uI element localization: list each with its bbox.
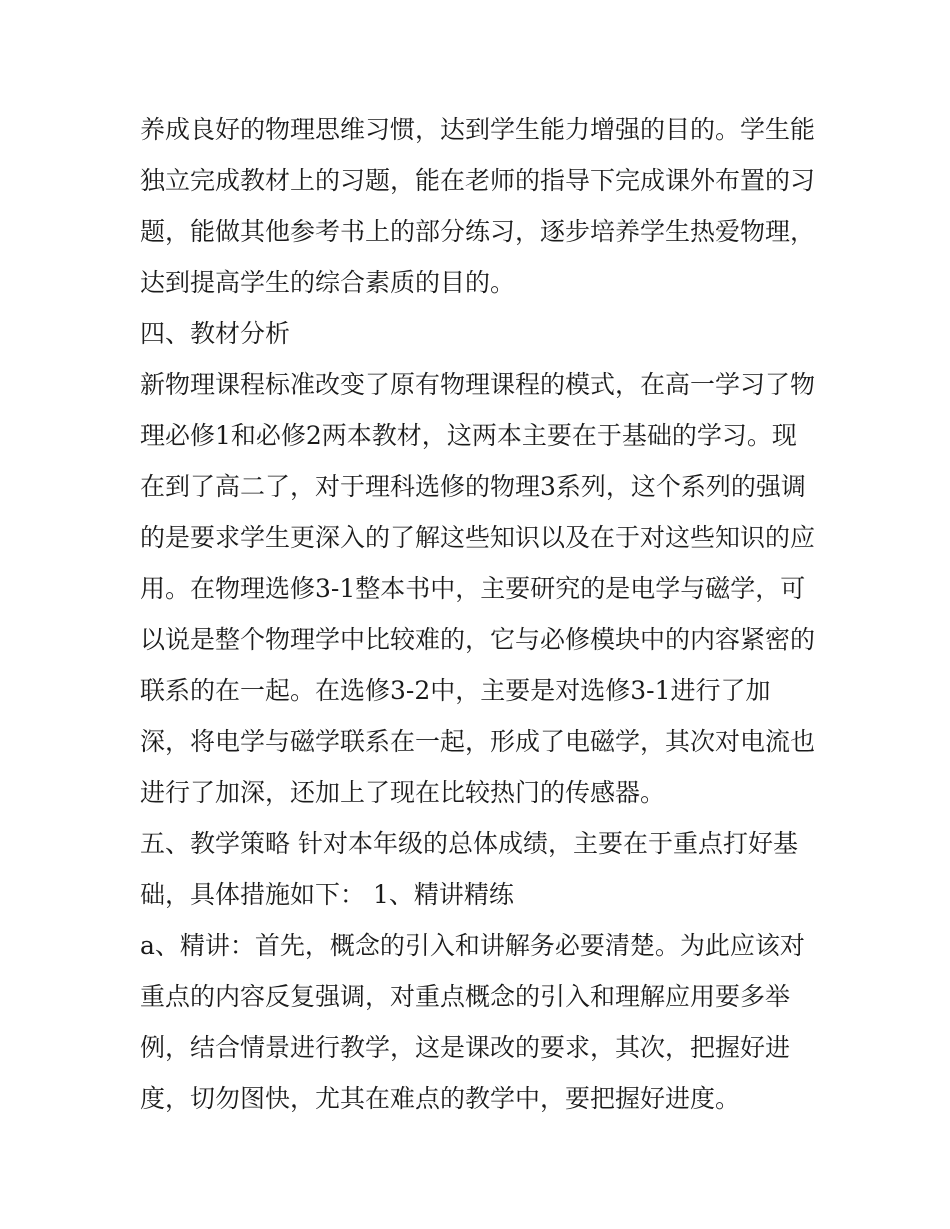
text-line: 础，具体措施如下： 1、精讲精练 xyxy=(140,880,514,909)
text-line: 重点的内容反复强调，对重点概念的引入和理解应用要多举 xyxy=(140,982,791,1011)
text-line: 理必修1和必修2两本教材，这两本主要在于基础的学习。现 xyxy=(140,421,797,450)
text-line: 的是要求学生更深入的了解这些知识以及在于对这些知识的应 xyxy=(140,523,816,552)
text-line: 例，结合情景进行教学，这是课改的要求，其次，把握好进 xyxy=(140,1033,791,1062)
text-line: 联系的在一起。在选修3-2中，主要是对选修3-1进行了加 xyxy=(140,676,771,705)
text-line: 养成良好的物理思维习惯，达到学生能力增强的目的。学生能 xyxy=(140,115,816,144)
text-line: 进行了加深，还加上了现在比较热门的传感器。 xyxy=(140,778,666,807)
text-line: 题，能做其他参考书上的部分练习，逐步培养学生热爱物理， xyxy=(140,217,816,246)
section-heading: 五、教学策略 针对本年级的总体成绩，主要在于重点打好基 xyxy=(140,829,798,858)
text-line: 独立完成教材上的习题，能在老师的指导下完成课外布置的习 xyxy=(140,166,816,195)
text-line: a、精讲：首先，概念的引入和讲解务必要清楚。为此应该对 xyxy=(140,931,805,960)
text-line: 新物理课程标准改变了原有物理课程的模式，在高一学习了物 xyxy=(140,370,816,399)
text-line: 深，将电学与磁学联系在一起，形成了电磁学，其次对电流也 xyxy=(140,727,816,756)
text-line: 以说是整个物理学中比较难的，它与必修模块中的内容紧密的 xyxy=(140,625,816,654)
text-line: 在到了高二了，对于理科选修的物理3系列，这个系列的强调 xyxy=(140,472,806,501)
section-heading: 四、教材分析 xyxy=(140,319,291,348)
text-line: 度，切勿图快，尤其在难点的教学中，要把握好进度。 xyxy=(140,1084,741,1113)
text-line: 达到提高学生的综合素质的目的。 xyxy=(140,268,516,297)
text-line: 用。在物理选修3-1整本书中，主要研究的是电学与磁学，可 xyxy=(140,574,806,603)
